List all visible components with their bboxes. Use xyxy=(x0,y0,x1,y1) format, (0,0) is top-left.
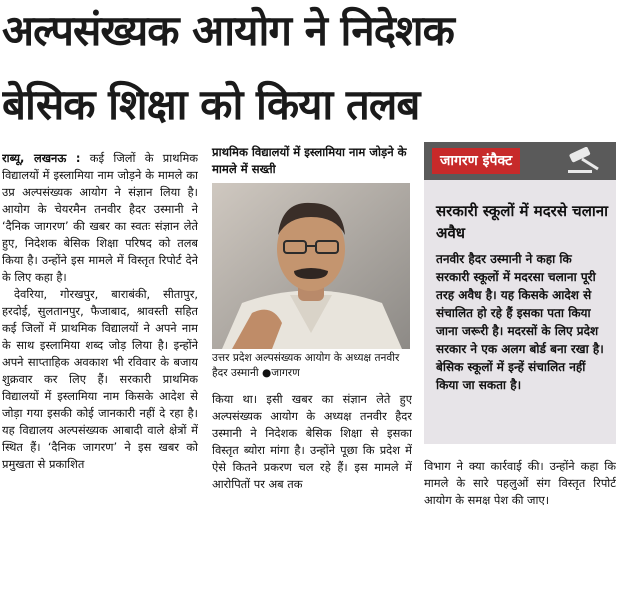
subheadline: प्राथमिक विद्यालयों में इस्लामिया नाम जोड़ने के मामले में सख्ती xyxy=(212,145,407,176)
dateline: राब्यू, लखनऊ : xyxy=(2,151,81,165)
camera-icon: ● xyxy=(261,367,272,379)
paragraph-1-text: कई जिलों के प्राथमिक विद्यालयों में इस्लामिया नाम जोड़ने के मामले का उप्र अल्पसंख्यक आयोग ने संज्ञान लिया है। आयोग के चेयरमैन तनवीर हैदर उस्मानी ने ‘दैनिक जागरण’ की खबर का स्वतः संज्ञान लेते हुए, निदेशक बेसिक शिक्षा परिषद को तलब किया है। उन्होंने इस मामले में विस्तृत रिपोर्ट देने के लिए कहा है। xyxy=(2,151,198,284)
headline-line-1: अल्पसंख्यक आयोग ने निदेशक xyxy=(2,6,454,55)
impact-title: सरकारी स्कूलों में मदरसे चलाना अवैध xyxy=(436,202,608,242)
photo-caption-text: उत्तर प्रदेश अल्पसंख्यक आयोग के अध्यक्ष तनवीर हैदर उस्मानी xyxy=(212,352,400,379)
photo-credit: जागरण xyxy=(271,367,300,379)
portrait-photo xyxy=(212,183,410,349)
portrait-illustration xyxy=(212,183,410,349)
gavel-icon xyxy=(564,147,608,175)
impact-box xyxy=(424,142,616,444)
impact-header-bar xyxy=(424,142,616,180)
article-column-3: विभाग ने क्या कार्रवाई की। उन्होंने कहा कि मामले के सारे पहलुओं संग विस्तृत रिपोर्ट आयोग के समक्ष पेश की जाए। xyxy=(424,459,616,507)
paragraph-1 xyxy=(2,150,198,286)
impact-body: तनवीर हैदर उस्मानी ने कहा कि सरकारी स्कूलों में मदरसा चलाना पूरी तरह अवैध है। यह किसके आदेश से संचालित हो रहे हैं इसका पता किया जाना जरूरी है। मदरसों के लिए प्रदेश सरकार ने एक अलग बोर्ड बना रखा है। बेसिक स्कूलों में इन्हें संचालित नहीं किया जा सकता है। xyxy=(436,252,604,392)
paragraph-2: देवरिया, गोरखपुर, बाराबंकी, सीतापुर, हरदोई, सुलतानपुर, फैजाबाद, श्रावस्ती सहित कई जिलों में प्राथमिक विद्यालयों ने अपने नाम के साथ इस्लामिया शब्द जोड़ लिया है। इन्होंने अपने साप्ताहिक अवकाश भी रविवार के बजाय शुक्रवार कर लिए हैं। सरकारी प्राथमिक विद्यालयों में इस्लामिया नाम किसके आदेश से जोड़ा गया इसकी कोई जानकारी नहीं दे रहा है। यह विद्यालय अल्पसंख्यक आबादी वाले क्षेत्रों में स्थित हैं। ‘दैनिक जागरण’ ने इस खबर को प्रमुखता से प्रकाशित xyxy=(2,287,198,471)
impact-tag: जागरण इंपैक्ट xyxy=(432,148,520,174)
article-column-1 xyxy=(2,150,198,602)
article-column-2: किया था। इसी खबर का संज्ञान लेते हुए अल्पसंख्यक आयोग के अध्यक्ष तनवीर हैदर उस्मानी ने निदेशक बेसिक शिक्षा से इसका विस्तृत ब्योरा मांगा है। उन्होंने पूछा कि प्रदेश में ऐसे कितने प्रकरण चल रहे हैं। इस मामले में आरोपितों पर अब तक xyxy=(212,392,412,491)
photo-caption xyxy=(212,351,412,381)
headline-line-2: बेसिक शिक्षा को किया तलब xyxy=(2,80,420,129)
